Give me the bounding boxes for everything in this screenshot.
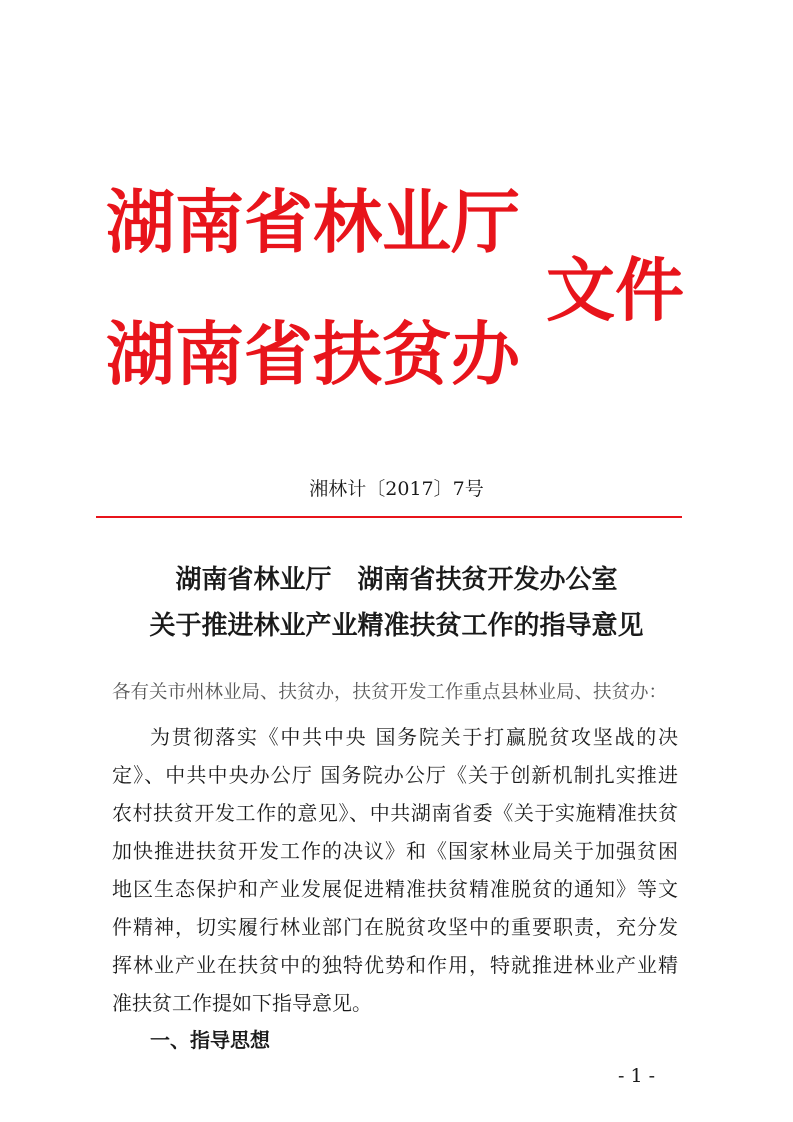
body-text-line: 地区生态保护和产业发展促进精准扶贫精准脱贫的通知》等文 bbox=[112, 877, 678, 901]
page-number: - 1 - bbox=[618, 1065, 656, 1087]
body-text-line: 为贯彻落实《中共中央 国务院关于打赢脱贫攻坚战的决 bbox=[150, 725, 678, 749]
red-separator-line bbox=[96, 516, 682, 518]
body-text-line: 定》、中共中央办公厅 国务院办公厅《关于创新机制扎实推进 bbox=[112, 763, 678, 787]
body-text-line: 农村扶贫开发工作的意见》、中共湖南省委《关于实施精准扶贫 bbox=[112, 801, 678, 825]
section-heading: 一、指导思想 bbox=[150, 1028, 270, 1052]
document-number: 湘林计〔2017〕7号 bbox=[309, 478, 484, 500]
body-text-line: 挥林业产业在扶贫中的独特优势和作用，特就推进林业产业精 bbox=[112, 953, 678, 977]
issuer-name-poverty-office: 湖南省扶贫办 bbox=[106, 314, 520, 395]
body-text-line: 加快推进扶贫开发工作的决议》和《国家林业局关于加强贫困 bbox=[112, 839, 678, 863]
document-title-line-1: 湖南省林业厅 湖南省扶贫开发办公室 bbox=[175, 565, 618, 595]
body-text-line: 件精神，切实履行林业部门在脱贫攻坚中的重要职责，充分发 bbox=[112, 915, 678, 939]
issuer-name-forestry: 湖南省林业厅 bbox=[106, 182, 520, 263]
body-text-line: 准扶贫工作提如下指导意见。 bbox=[112, 991, 372, 1015]
document-title-line-2: 关于推进林业产业精准扶贫工作的指导意见 bbox=[149, 611, 644, 641]
document-word: 文件 bbox=[546, 250, 684, 331]
addressee-line: 各有关市州林业局、扶贫办，扶贫开发工作重点县林业局、扶贫办： bbox=[112, 682, 668, 703]
